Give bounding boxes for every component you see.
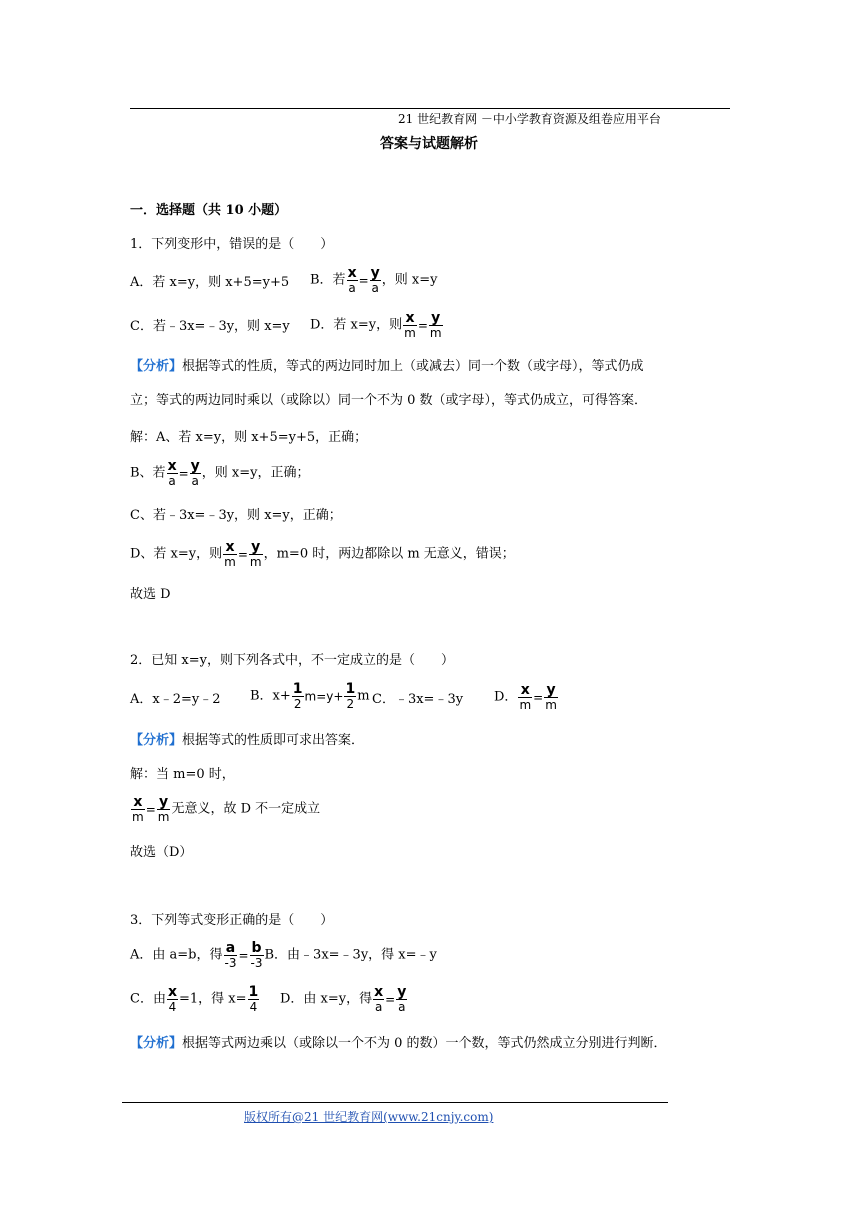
q2-solution-1: 解：当 m=0 时，	[130, 767, 235, 782]
q2-analysis: 【分析】根据等式的性质即可求出答案．	[130, 733, 365, 748]
header-site: 21 世纪教育网 －中小学教育资源及组卷应用平台	[398, 112, 661, 126]
q2-option-a: A．x﹣2=y﹣2	[130, 692, 221, 707]
q3-stem: 3．下列等式变形正确的是（ ）	[130, 913, 334, 928]
q1-solution-d: D、若 x=y，则 $\frac{x}{m}$ = $\frac{y}{m}$ ，m=0 时，两边都除以 m 无意义，错误；	[130, 539, 515, 569]
footer-copyright-link[interactable]: 版权所有@21 世纪教育网(www.21cnjy.com)	[244, 1110, 494, 1124]
q1-analysis-line2: 立；等式的两边同时乘以（或除以）同一个不为 0 数（或字母），等式仍成立，可得答案．	[130, 393, 648, 408]
q1-option-b: B．若 $\frac{x}{a}$ = $\frac{y}{a}$ ，则 x=y	[310, 265, 438, 295]
q3-option-a: A．由 a=b，得 $\frac{a}{-3}$ = $\frac{b}{-3}$ B．由﹣3x=﹣3y，得 x=﹣y	[130, 940, 437, 970]
analysis-tag: 【分析】	[130, 1036, 183, 1051]
q2-option-c: C．﹣3x=﹣3y	[372, 692, 464, 707]
q3-analysis: 【分析】根据等式两边乘以（或除以一个不为 0 的数）一个数，等式仍然成立分别进行判断．	[130, 1036, 667, 1051]
fraction-x-over-m: $\frac{x}{m}$	[404, 310, 416, 340]
fraction-one-half: $\frac{1}{2}$	[292, 681, 303, 711]
q2-option-d: D． $\frac{x}{m}$ = $\frac{y}{m}$	[494, 682, 557, 712]
q1-choice: 故选 D	[130, 587, 171, 602]
footer-rule	[122, 1102, 668, 1103]
q2-solution-2: $\frac{x}{m}$ = $\frac{y}{m}$ 无意义，故 D 不一定成立	[132, 794, 321, 824]
q1-option-a: A．若 x=y，则 x+5=y+5	[130, 275, 290, 290]
fraction-x-over-a: $\frac{x}{a}$	[347, 265, 357, 295]
q1-solution-a: 解：A、若 x=y，则 x+5=y+5，正确；	[130, 430, 368, 445]
q2-stem: 2．已知 x=y，则下列各式中，不一定成立的是（ ）	[130, 653, 454, 668]
section-title: 一．选择题（共 10 小题）	[130, 203, 288, 218]
page-title: 答案与试题解析	[380, 136, 478, 152]
q2-choice: 故选（D）	[130, 845, 193, 860]
fraction-y-over-m: $\frac{y}{m}$	[429, 310, 442, 340]
q1-option-d: D．若 x=y，则 $\frac{x}{m}$ = $\frac{y}{m}$	[310, 310, 442, 340]
analysis-tag: 【分析】	[130, 733, 183, 748]
q1-solution-b: B、若 $\frac{x}{a}$ = $\frac{y}{a}$ ，则 x=y，正确；	[130, 458, 310, 488]
q3-option-c: C．由 $\frac{x}{4}$ =1，得 x= $\frac{1}{4}$	[130, 984, 259, 1014]
q1-solution-c: C、若﹣3x=﹣3y，则 x=y，正确；	[130, 508, 342, 523]
q2-option-b: B．x+ $\frac{1}{2}$ m=y+ $\frac{1}{2}$ m	[250, 681, 370, 711]
q1-analysis-line1: 【分析】根据等式的性质，等式的两边同时加上（或减去）同一个数（或字母），等式仍成	[130, 359, 644, 374]
q1-stem: 1．下列变形中，错误的是（ ）	[130, 237, 334, 252]
q3-option-d: D．由 x=y，得 $\frac{x}{a}$ = $\frac{y}{a}$	[280, 984, 407, 1014]
analysis-tag: 【分析】	[130, 359, 183, 374]
fraction-y-over-a: $\frac{y}{a}$	[370, 265, 380, 295]
q1-option-c: C．若﹣3x=﹣3y，则 x=y	[130, 319, 290, 334]
